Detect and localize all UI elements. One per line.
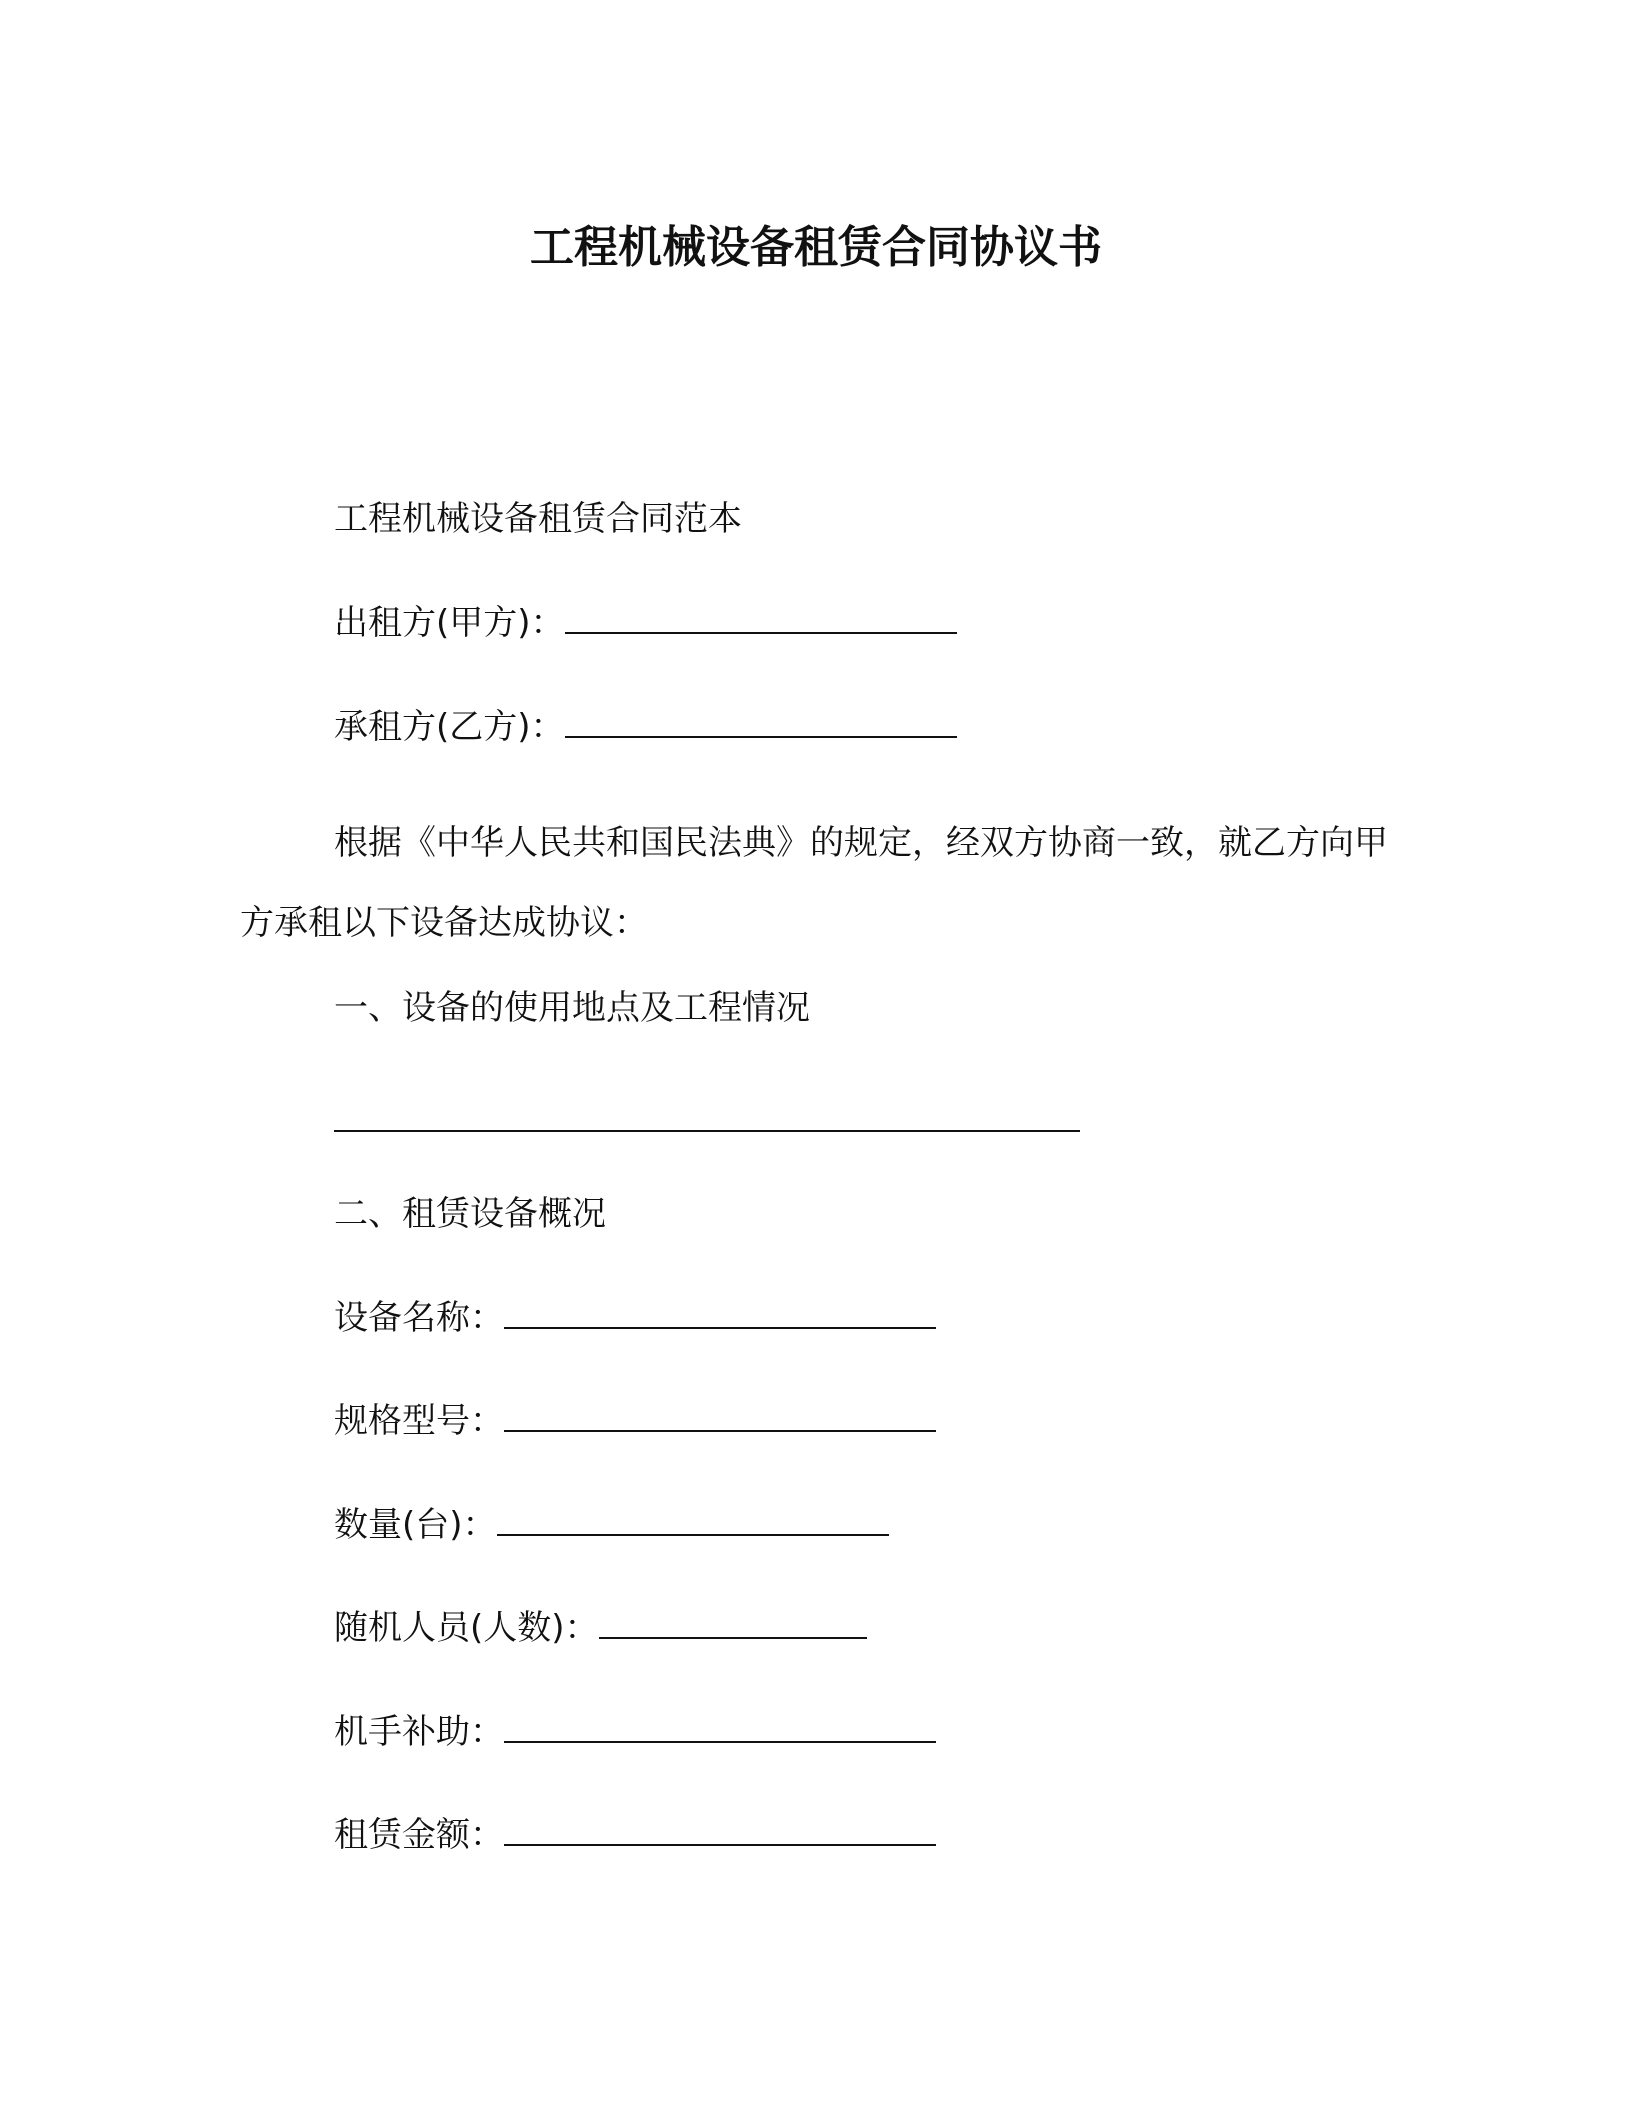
model-label: 规格型号： xyxy=(334,1401,504,1441)
section1-heading: 一、设备的使用地点及工程情况 xyxy=(334,988,810,1028)
lessee-blank xyxy=(565,706,957,738)
model-blank xyxy=(504,1400,936,1432)
lessor-blank xyxy=(565,602,957,634)
model-row xyxy=(334,1398,936,1444)
document-subtitle: 工程机械设备租赁合同范本 xyxy=(334,499,742,539)
lessor-row xyxy=(334,600,957,646)
rental-amount-row xyxy=(334,1812,936,1858)
equipment-name-label: 设备名称： xyxy=(334,1298,504,1338)
operator-allowance-row xyxy=(334,1709,936,1755)
quantity-row xyxy=(334,1502,889,1548)
preamble-paragraph: 根据《中华人民共和国民法典》的规定，经双方协商一致，就乙方向甲方承租以下设备达成协议： xyxy=(240,823,1388,943)
location-blank-row xyxy=(334,1098,1080,1144)
section2-heading: 二、租赁设备概况 xyxy=(334,1194,606,1234)
personnel-blank xyxy=(599,1607,867,1639)
equipment-name-blank xyxy=(504,1297,936,1329)
personnel-label: 随机人员(人数)： xyxy=(334,1608,599,1648)
quantity-label: 数量(台)： xyxy=(334,1505,497,1545)
rental-amount-blank xyxy=(504,1814,936,1846)
equipment-name-row xyxy=(334,1295,936,1341)
personnel-row xyxy=(334,1605,867,1651)
lessee-row xyxy=(334,704,957,750)
quantity-blank xyxy=(497,1504,889,1536)
rental-amount-label: 租赁金额： xyxy=(334,1815,504,1855)
document-title: 工程机械设备租赁合同协议书 xyxy=(530,222,1102,273)
lessee-label: 承租方(乙方)： xyxy=(334,707,565,747)
location-blank xyxy=(334,1100,1080,1132)
operator-allowance-blank xyxy=(504,1711,936,1743)
lessor-label: 出租方(甲方)： xyxy=(334,603,565,643)
operator-allowance-label: 机手补助： xyxy=(334,1712,504,1752)
